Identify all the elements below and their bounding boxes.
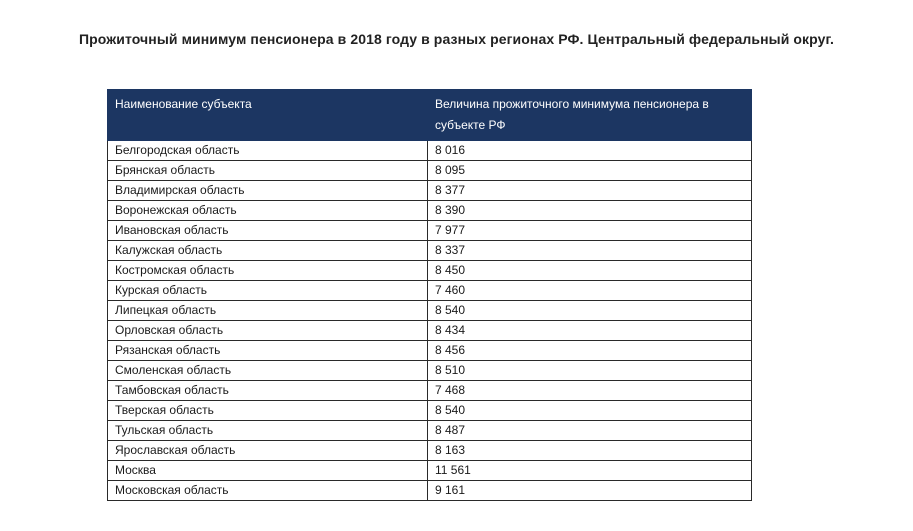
value-cell: 8 510 — [428, 361, 752, 381]
value-cell: 7 468 — [428, 381, 752, 401]
region-cell: Воронежская область — [108, 201, 428, 221]
table-row — [108, 321, 752, 341]
value-cell: 8 540 — [428, 301, 752, 321]
table-row — [108, 341, 752, 361]
pension-minimum-table — [107, 89, 752, 501]
region-cell: Тульская область — [108, 421, 428, 441]
table-body — [108, 141, 752, 501]
value-cell: 7 460 — [428, 281, 752, 301]
value-cell: 8 163 — [428, 441, 752, 461]
table-row — [108, 261, 752, 281]
value-cell: 8 016 — [428, 141, 752, 161]
table-row — [108, 281, 752, 301]
region-cell: Тамбовская область — [108, 381, 428, 401]
region-cell: Брянская область — [108, 161, 428, 181]
value-cell: 9 161 — [428, 481, 752, 501]
value-cell: 8 377 — [428, 181, 752, 201]
table-row — [108, 401, 752, 421]
table-row — [108, 361, 752, 381]
region-cell: Калужская область — [108, 241, 428, 261]
region-cell: Белгородская область — [108, 141, 428, 161]
table-row — [108, 301, 752, 321]
region-cell: Московская область — [108, 481, 428, 501]
region-cell: Курская область — [108, 281, 428, 301]
region-cell: Костромская область — [108, 261, 428, 281]
value-cell: 8 450 — [428, 261, 752, 281]
region-cell: Москва — [108, 461, 428, 481]
region-cell: Тверская область — [108, 401, 428, 421]
pension-minimum-table-container — [107, 89, 751, 501]
table-row — [108, 461, 752, 481]
region-cell: Смоленская область — [108, 361, 428, 381]
value-cell: 8 487 — [428, 421, 752, 441]
value-cell: 8 456 — [428, 341, 752, 361]
value-cell: 11 561 — [428, 461, 752, 481]
column-header-region: Наименование субъекта — [108, 90, 428, 141]
region-cell: Ярославская область — [108, 441, 428, 461]
value-cell: 8 540 — [428, 401, 752, 421]
column-header-value: Величина прожиточного минимума пенсионера в субъекте РФ — [428, 90, 752, 141]
table-row — [108, 241, 752, 261]
table-row — [108, 441, 752, 461]
table-row — [108, 481, 752, 501]
value-cell: 7 977 — [428, 221, 752, 241]
region-cell: Владимирская область — [108, 181, 428, 201]
table-header-row — [108, 90, 752, 141]
table-row — [108, 381, 752, 401]
table-row — [108, 201, 752, 221]
table-row — [108, 421, 752, 441]
region-cell: Липецкая область — [108, 301, 428, 321]
page-title: Прожиточный минимум пенсионера в 2018 году в разных регионах РФ. Центральный федеральный округ. — [78, 31, 835, 47]
table-row — [108, 161, 752, 181]
value-cell: 8 434 — [428, 321, 752, 341]
table-header — [108, 90, 752, 141]
region-cell: Рязанская область — [108, 341, 428, 361]
value-cell: 8 095 — [428, 161, 752, 181]
value-cell: 8 390 — [428, 201, 752, 221]
value-cell: 8 337 — [428, 241, 752, 261]
region-cell: Ивановская область — [108, 221, 428, 241]
table-row — [108, 141, 752, 161]
region-cell: Орловская область — [108, 321, 428, 341]
table-row — [108, 181, 752, 201]
table-row — [108, 221, 752, 241]
